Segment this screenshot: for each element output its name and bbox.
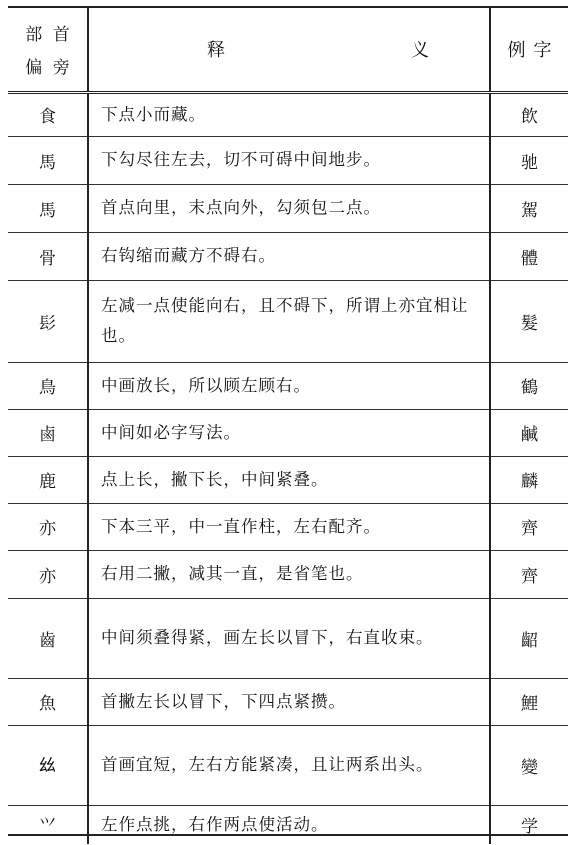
radical-cell: 髟 [8,280,88,362]
header-radical-char: 首 [52,25,70,46]
example-cell: 變 [490,725,568,805]
definition-cell: 中间须叠得紧，画左长以冒下，右直收束。 [88,598,490,678]
header-example-cell [490,8,568,92]
example-cell: 齊 [490,550,568,598]
table-row [8,503,568,550]
example-cell: 體 [490,232,568,280]
radical-table [8,6,568,836]
radical-cell: 馬 [8,184,88,232]
example-cell: 鯉 [490,678,568,725]
definition-cell: 右用二撇，减其一直，是省笔也。 [88,550,490,598]
example-cell: 麟 [490,456,568,503]
radical-cell: 亦 [8,503,88,550]
header-radical-char: 偏 [25,58,43,79]
header-radical-char: 旁 [52,58,70,79]
definition-cell: 首撇左长以冒下，下四点紧攒。 [88,678,490,725]
example-cell: 飲 [490,92,568,136]
header-example-label: 例字 [507,40,560,62]
definition-cell: 首点向里，末点向外，勾须包二点。 [88,184,490,232]
header-definition-char: 释 [207,40,225,62]
example-cell: 驰 [490,136,568,184]
example-cell: 学 [490,805,568,844]
header-row [8,8,568,92]
table-row [8,280,568,362]
radical-cell: 鳥 [8,362,88,409]
radical-cell: 𢆶 [8,725,88,805]
radical-cell: 鹿 [8,456,88,503]
table-row [8,805,568,844]
radical-cell: 骨 [8,232,88,280]
header-definition-cell [88,8,490,92]
definition-cell: 首画宜短，左右方能紧凑，且让两系出头。 [88,725,490,805]
table-row [8,456,568,503]
definition-cell: 左作点挑，右作两点使活动。 [88,805,490,844]
example-cell: 齊 [490,503,568,550]
table-row [8,184,568,232]
table-row [8,362,568,409]
definition-cell: 左减一点使能向右，且不碍下，所谓上亦宜相让也。 [88,280,490,362]
table-row [8,678,568,725]
header-radical-char: 部 [25,25,43,46]
radical-cell: 食 [8,92,88,136]
example-cell: 鹹 [490,409,568,456]
radical-cell: 𭕄 [8,805,88,844]
table-row [8,725,568,805]
radical-cell: 齒 [8,598,88,678]
table-row [8,598,568,678]
radical-cell: 魚 [8,678,88,725]
definition-cell: 中间如必字写法。 [88,409,490,456]
header-definition-char: 义 [411,40,429,62]
table-row [8,136,568,184]
table-row [8,550,568,598]
example-cell: 髮 [490,280,568,362]
example-cell: 駕 [490,184,568,232]
radical-cell: 亦 [8,550,88,598]
radical-table-grid [8,8,568,844]
radical-cell: 馬 [8,136,88,184]
example-cell: 鶴 [490,362,568,409]
definition-cell: 下勾尽往左去，切不可碍中间地步。 [88,136,490,184]
definition-cell: 点上长，撇下长，中间紧叠。 [88,456,490,503]
example-cell: 齠 [490,598,568,678]
table-row [8,232,568,280]
table-row [8,92,568,136]
table-row [8,409,568,456]
header-radical-cell [8,8,88,92]
definition-cell: 右钩缩而藏方不碍右。 [88,232,490,280]
definition-cell: 下本三平，中一直作柱，左右配齐。 [88,503,490,550]
definition-cell: 中画放长，所以顾左顾右。 [88,362,490,409]
definition-cell: 下点小而藏。 [88,92,490,136]
radical-cell: 鹵 [8,409,88,456]
